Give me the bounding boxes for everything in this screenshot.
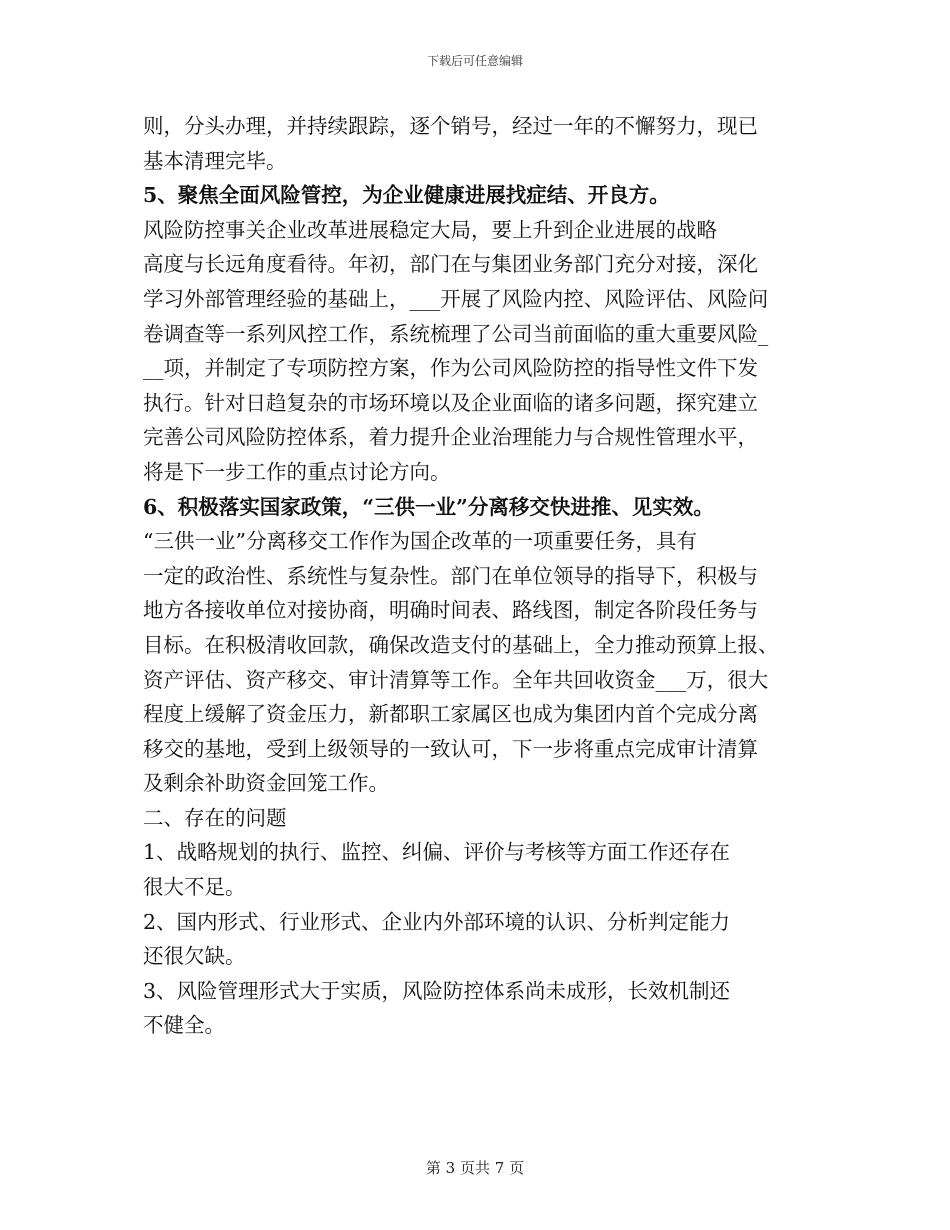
text-line: 不健全。 [143,1013,225,1038]
text-line: 资产评估、资产移交、审计清算等工作。全年共回收资金___万，很大 [143,667,769,692]
text-line: 则，分头办理，并持续跟踪，逐个销号，经过一年的不懈努力，现已 [143,114,758,138]
paragraph [143,109,813,178]
text-line: 高度与长远角度看待。年初，部门在与集团业务部门充分对接，深化 [143,252,758,277]
text-line: 目标。在积极清收回款，确保改造支付的基础上，全力推动预算上报、 [143,632,779,657]
heading-line: 6、积极落实国家政策，“三供一业”分离移交快进推、见实效。 [143,494,714,519]
text-line: 基本清理完毕。 [143,148,287,173]
text-line: 移交的基地，受到上级领导的一致认可，下一步将重点完成审计清算 [143,736,758,761]
text-line: 很大不足。 [143,875,246,900]
text-line: “三供一业”分离移交工作作为国企改革的一项重要任务，具有 [143,529,697,554]
text-line: 卷调查等一系列风控工作，系统梳理了公司当前面临的重大重要风险_ [143,321,769,346]
page-footer: 第 3 页共 7 页 [425,1159,525,1177]
section-heading [143,178,813,213]
text-line: 将是下一步工作的重点讨论方向。 [143,459,451,484]
heading-line: 二、存在的问题 [143,805,287,830]
paragraph [143,835,813,904]
text-line: __项，并制定了专项防控方案，作为公司风险防控的指导性文件下发 [143,356,758,381]
text-line: 及剩余补助资金回笼工作。 [143,771,389,796]
text-line: 完善公司风险防控体系，着力提升企业治理能力与合规性管理水平， [143,425,758,450]
paragraph [143,905,813,974]
paragraph [143,974,813,1043]
text-line: 学习外部管理经验的基础上，___开展了风险内控、风险评估、风险问 [143,286,769,311]
text-line: 一定的政治性、系统性与复杂性。部门在单位领导的指导下，积极与 [143,563,758,588]
text-line: 2、国内形式、行业形式、企业内外部环境的认识、分析判定能力 [143,909,731,934]
section-heading [143,801,813,836]
text-line: 还很欠缺。 [143,944,246,969]
text-line: 执行。针对日趋复杂的市场环境以及企业面临的诸多问题，探究建立 [143,390,758,415]
heading-line: 5、聚焦全面风险管控，为企业健康进展找症结、开良方。 [143,183,670,208]
document-body [143,109,813,1043]
text-line: 程度上缓解了资金压力，新都职工家属区也成为集团内首个完成分离 [143,702,758,727]
paragraph [143,524,813,801]
text-line: 风险防控事关企业改革进展稳定大局，要上升到企业进展的战略 [143,217,717,242]
section-heading [143,490,813,525]
text-line: 3、风险管理形式大于实质，风险防控体系尚未成形，长效机制还 [143,978,731,1003]
text-line: 1、战略规划的执行、监控、纠偏、评价与考核等方面工作还存在 [143,840,731,865]
paragraph [143,213,813,490]
page-header: 下载后可任意编辑 [426,54,523,68]
text-line: 地方各接收单位对接协商，明确时间表、路线图，制定各阶段任务与 [143,598,758,623]
